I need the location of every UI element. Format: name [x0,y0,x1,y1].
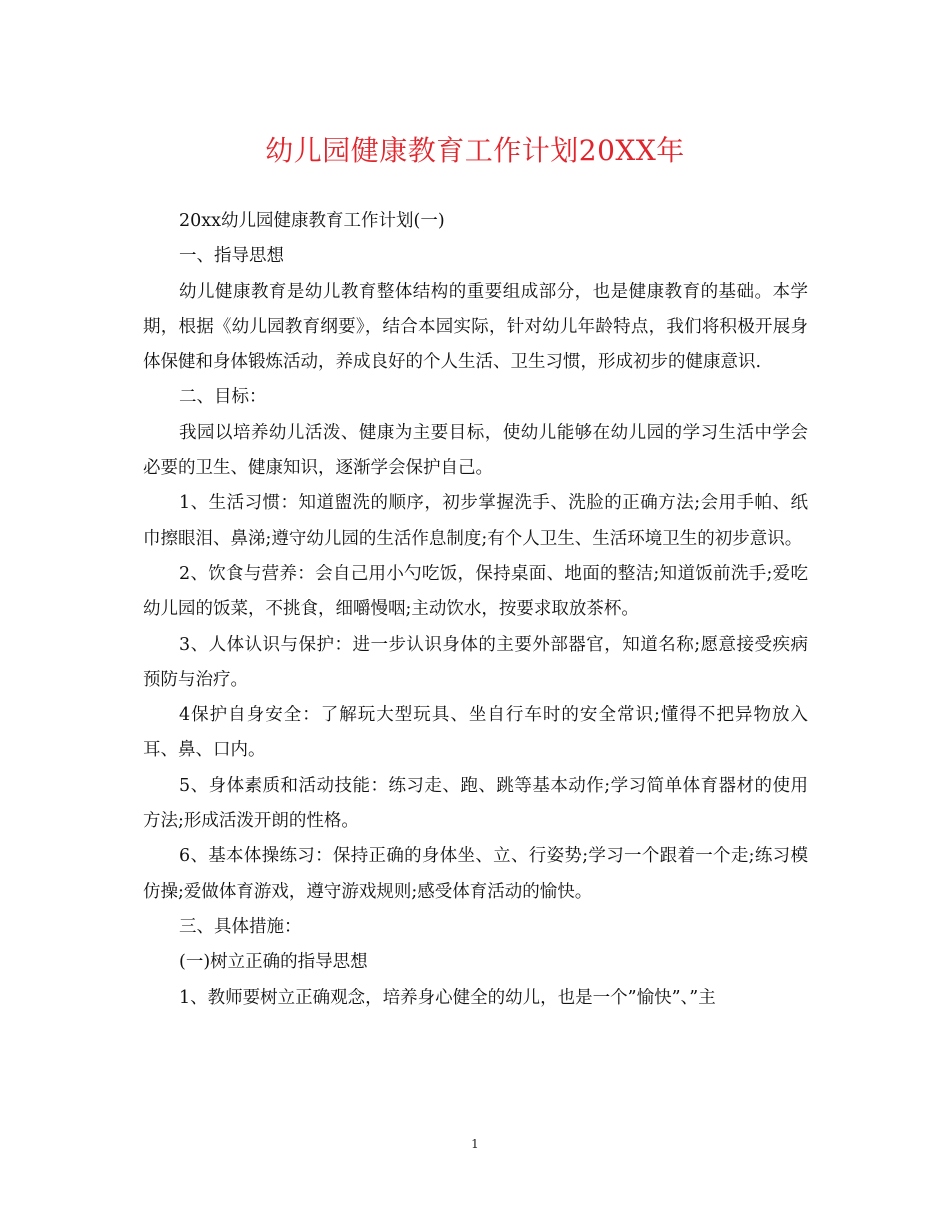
list-item: 5、身体素质和活动技能：练习走、跑、跳等基本动作;学习简单体育器材的使用方法;形成活泼开朗的性格。 [143,775,808,832]
body-paragraph: 1、教师要树立正确观念，培养身心健全的幼儿，也是一个”愉快”、”主 [179,987,716,1008]
page-number: 1 [471,1137,479,1151]
section-heading: 三、具体措施： [179,916,302,937]
list-item: 3、人体认识与保护：进一步认识身体的主要外部器官，知道名称;愿意接受疾病预防与治疗。 [143,634,808,690]
section-heading: 二、目标： [179,387,267,408]
body-paragraph: 我园以培养幼儿活泼、健康为主要目标，使幼儿能够在幼儿园的学习生活中学会必要的卫生、健康知识，逐渐学会保护自己。 [143,422,808,479]
document-title: 幼儿园健康教育工作计划20XX年 [265,134,685,167]
document-body [143,204,808,1016]
list-item: 1、生活习惯：知道盥洗的顺序，初步掌握洗手、洗脸的正确方法;会用手帕、纸巾擦眼泪、鼻涕;遵守幼儿园的生活作息制度;有个人卫生、生活环境卫生的初步意识。 [143,493,808,549]
body-paragraph: 幼儿健康教育是幼儿教育整体结构的重要组成部分，也是健康教育的基础。本学期，根据《幼儿园教育纲要》，结合本园实际，针对幼儿年龄特点，我们将积极开展身体保健和身体锻炼活动，养成良好的个人生活、卫生习惯，形成初步的健康意识. [143,281,808,373]
subsection-heading: (一)树立正确的指导思想 [179,952,368,973]
section-heading: 一、指导思想 [179,246,284,267]
list-item: 6、基本体操练习：保持正确的身体坐、立、行姿势;学习一个跟着一个走;练习模仿操;爱做体育游戏，遵守游戏规则;感受体育活动的愉快。 [143,846,808,902]
list-item: 2、饮食与营养：会自己用小勺吃饭，保持桌面、地面的整洁;知道饭前洗手;爱吃幼儿园的饭菜，不挑食，细嚼慢咽;主动饮水，按要求取放茶杯。 [143,563,808,620]
list-item: 4保护自身安全：了解玩大型玩具、坐自行车时的安全常识;懂得不把异物放入耳、鼻、口内。 [143,705,808,761]
section-heading: 20xx幼儿园健康教育工作计划(一) [179,211,445,231]
